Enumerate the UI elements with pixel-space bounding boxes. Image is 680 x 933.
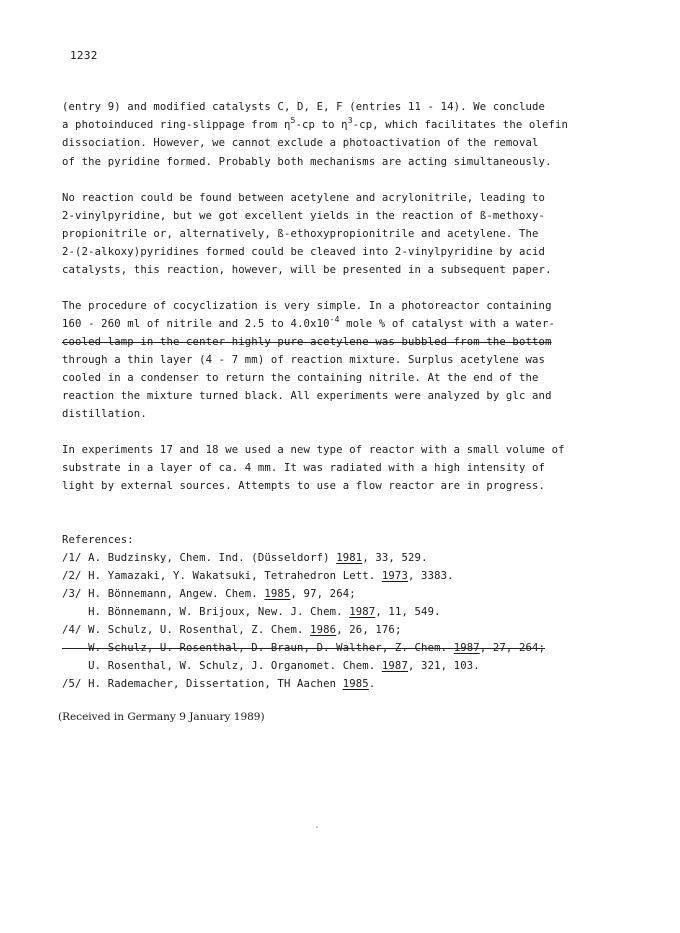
paragraph-1-line-2: a photoinduced ring-slippage from $\eta^5-cp$ to $\eta^3-cp$, which facilitates the olefin	[62, 116, 569, 131]
paragraph-1-line-3: dissociation. However, we cannot exclude a photoactivation of the removal	[62, 137, 539, 149]
reference-year: 1987	[381, 660, 408, 672]
paragraph-2-line-1: No reaction could be found between acetylene and acrylonitrile, leading to	[62, 192, 546, 204]
paragraph-1-line-4: of the pyridine formed. Probably both mechanisms are acting simultaneously.	[62, 156, 552, 168]
reference-item: /3/ H. Bönnemann, Angew. Chem. 1985, 97, 264;	[62, 588, 356, 600]
reference-item: /2/ H. Yamazaki, Y. Wakatsuki, Tetrahedron Lett. 1973, 3383.	[62, 570, 454, 582]
received-note: (Received in Germany 9 January 1989)	[58, 711, 265, 723]
reference-item: U. Rosenthal, W. Schulz, J. Organomet. Chem. 1987, 321, 103.	[62, 660, 480, 672]
eta-symbol: η	[341, 119, 348, 131]
reference-year: 1973	[381, 570, 408, 582]
reference-year: 1987	[453, 642, 480, 654]
scan-speck	[316, 826, 318, 828]
paragraph-3-line-2: 160 - 260 ml of nitrile and 2.5 to $4.0x10^{-4}$ mole % of catalyst with a water-	[62, 315, 556, 330]
paragraph-1-line-1: (entry 9) and modified catalysts C, D, E, F (entries 11 - 14). We conclude	[62, 101, 546, 113]
paragraph-3-line-7: distillation.	[62, 408, 147, 420]
paragraph-2-line-4: 2-(2-alkoxy)pyridines formed could be cleaved into 2-vinylpyridine by acid	[62, 246, 546, 258]
paragraph-2-line-5: catalysts, this reaction, however, will be presented in a subsequent paper.	[62, 264, 552, 276]
reference-item: H. Bönnemann, W. Brijoux, New. J. Chem. 1987, 11, 549.	[62, 606, 441, 618]
paragraph-4-line-1: In experiments 17 and 18 we used a new type of reactor with a small volume of	[62, 444, 565, 456]
paragraph-3-line-4: through a thin layer (4 - 7 mm) of reaction mixture. Surplus acetylene was	[62, 354, 546, 366]
references-heading: References:	[62, 534, 134, 546]
reference-year: 1985	[264, 588, 291, 600]
paragraph-3-line-3: cooled lamp in the center highly pure acetylene was bubbled from the bottom	[62, 336, 552, 348]
reference-item: /5/ H. Rademacher, Dissertation, TH Aachen 1985.	[62, 678, 376, 690]
paragraph-3-line-6: reaction the mixture turned black. All experiments were analyzed by glc and	[62, 390, 552, 402]
reference-item: /4/ W. Schulz, U. Rosenthal, Z. Chem. 1986, 26, 176;	[62, 624, 402, 636]
paragraph-3-line-5: cooled in a condenser to return the containing nitrile. At the end of the	[62, 372, 539, 384]
paragraph-2-line-3: propionitrile or, alternatively, ß-ethoxypropionitrile and acetylene. The	[62, 228, 539, 240]
paragraph-3-line-1: The procedure of cocyclization is very simple. In a photoreactor containing	[62, 300, 552, 312]
reference-year: 1987	[349, 606, 376, 618]
reference-item: /1/ A. Budzinsky, Chem. Ind. (Düsseldorf) 1981, 33, 529.	[62, 552, 428, 564]
paragraph-2-line-2: 2-vinylpyridine, but we got excellent yields in the reaction of ß-methoxy-	[62, 210, 546, 222]
reference-year: 1986	[310, 624, 337, 636]
paragraph-4-line-2: substrate in a layer of ca. 4 mm. It was radiated with a high intensity of	[62, 462, 546, 474]
page-number: 1232	[70, 49, 98, 62]
reference-item: W. Schulz, U. Rosenthal, D. Braun, D. Walther, Z. Chem. 1987, 27, 264;	[62, 642, 546, 654]
eta-symbol: η	[283, 119, 291, 131]
reference-year: 1985	[342, 678, 369, 690]
reference-year: 1981	[336, 552, 363, 564]
paragraph-4-line-3: light by external sources. Attempts to use a flow reactor are in progress.	[62, 480, 546, 492]
